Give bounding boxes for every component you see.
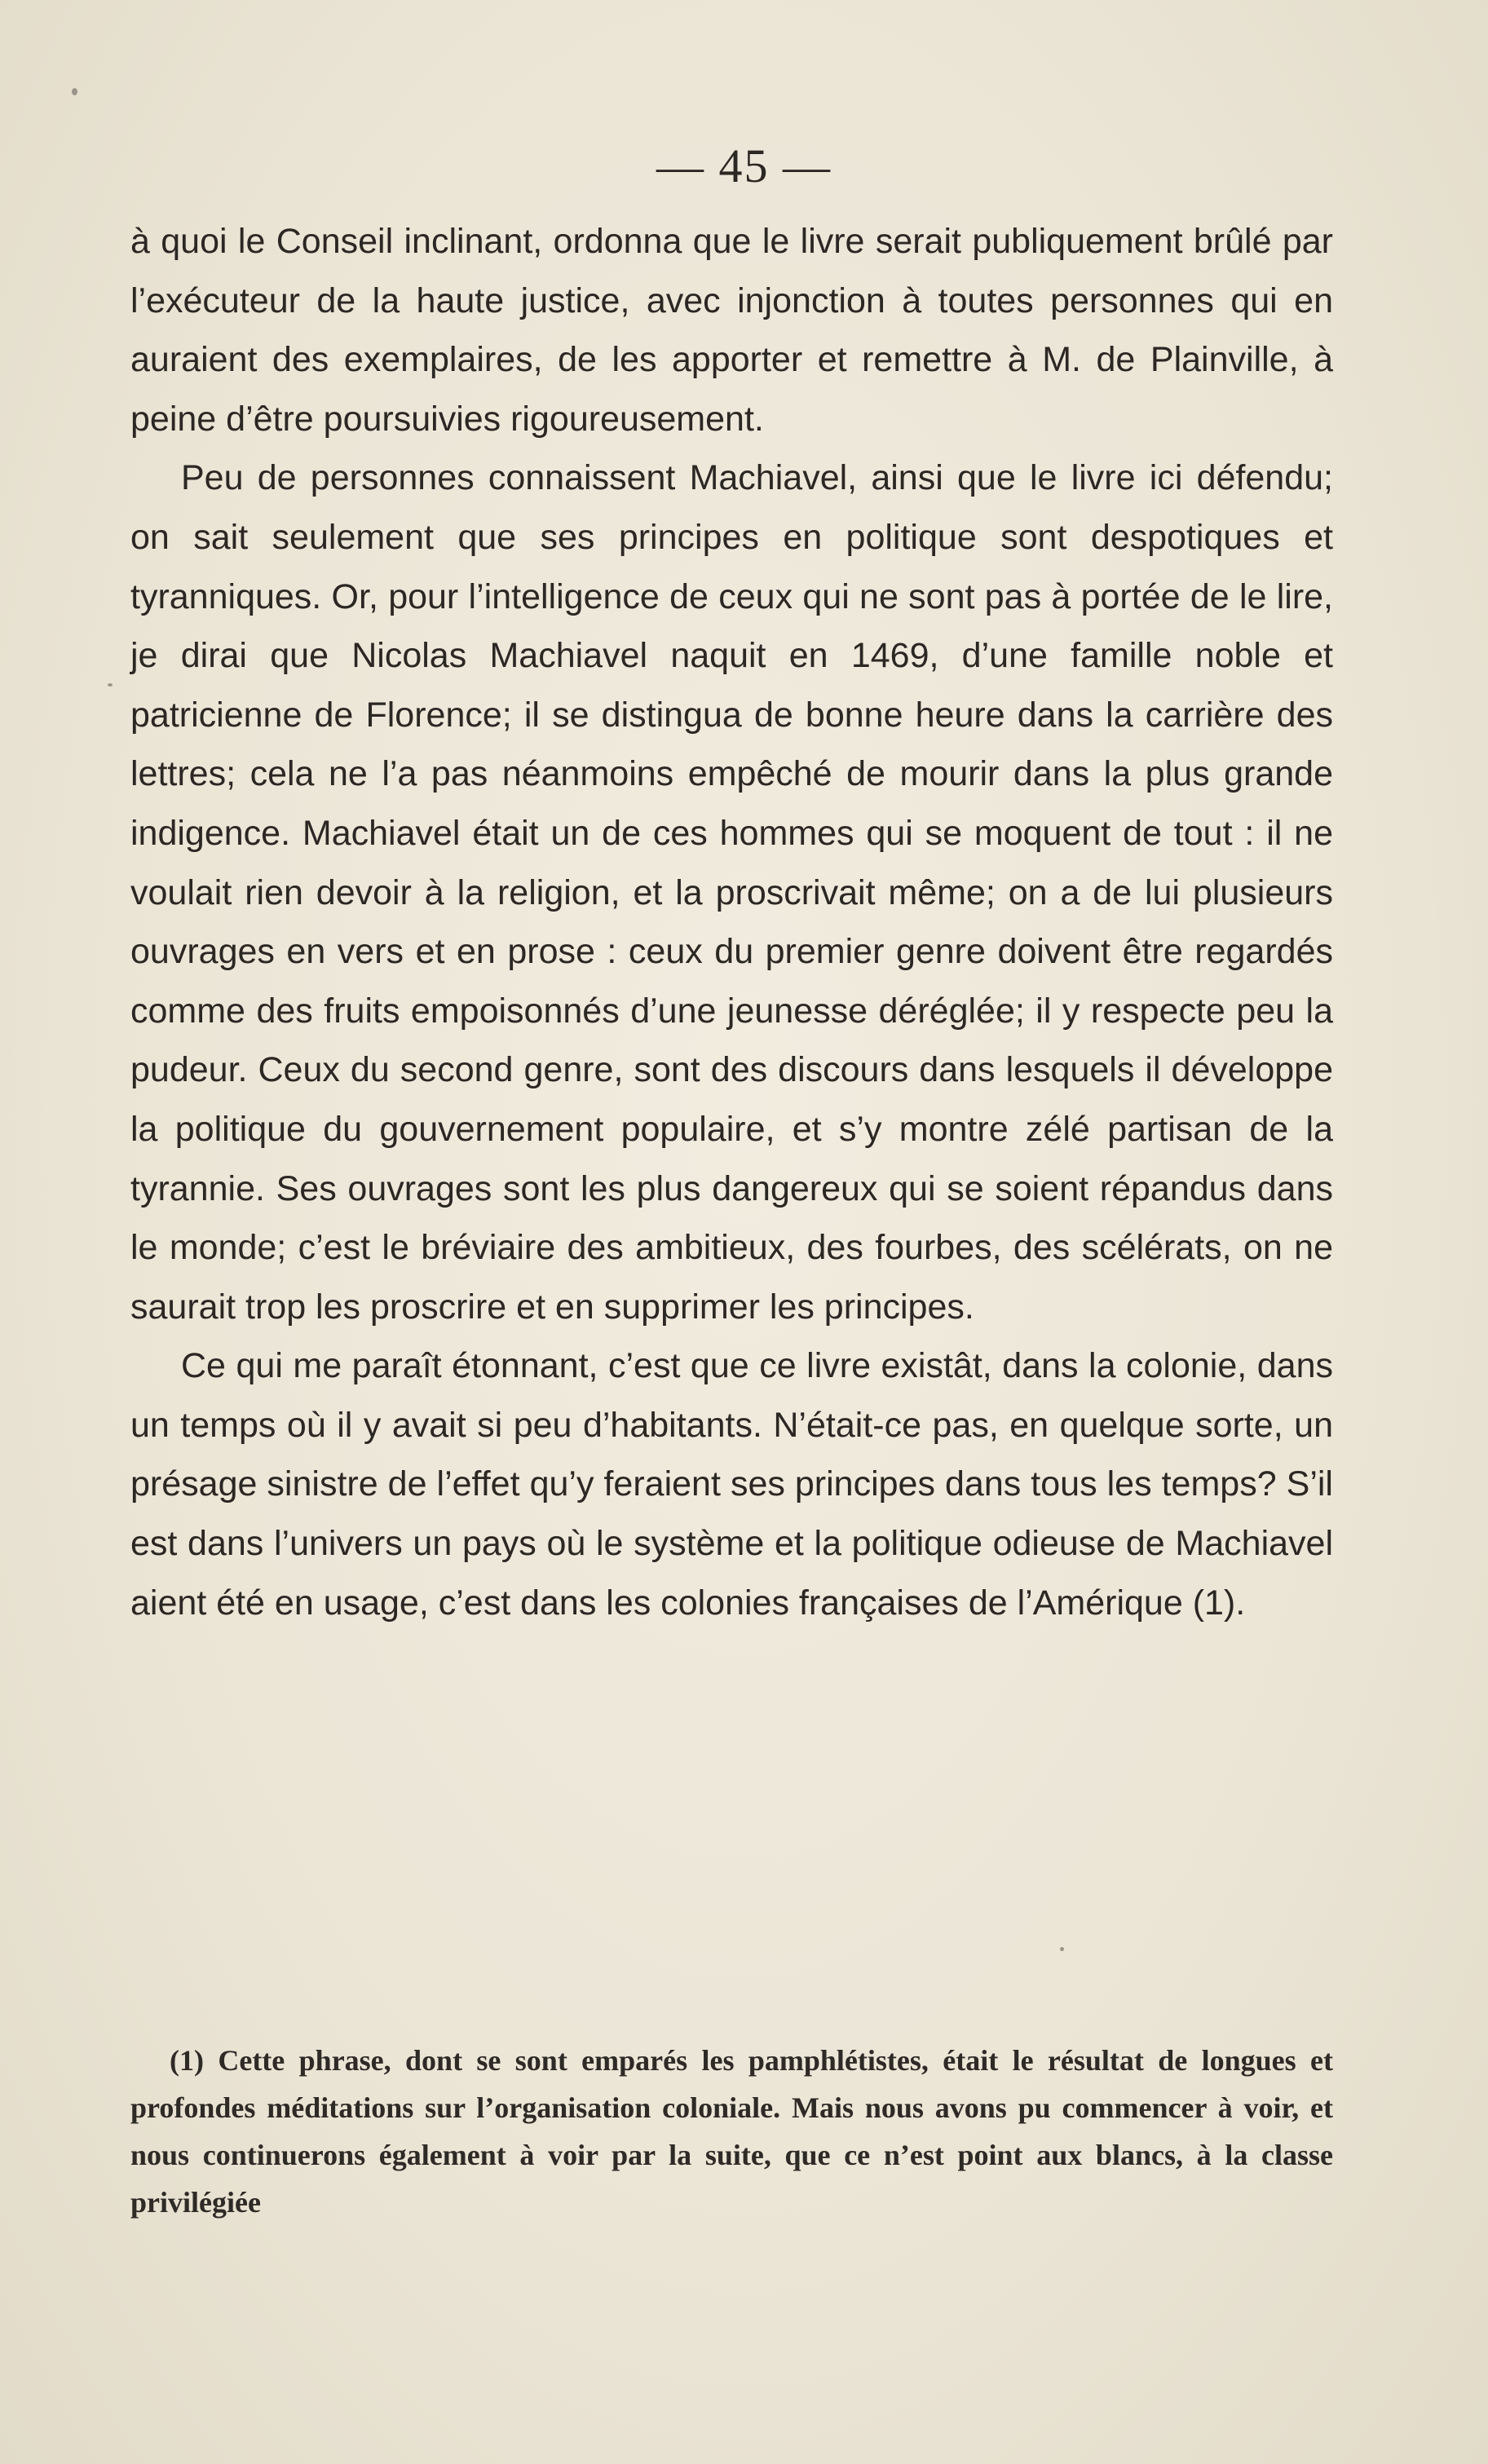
paper-speck: [72, 88, 77, 95]
footnote: [130, 2037, 1333, 2226]
paper-speck: [108, 683, 113, 687]
page-number: — 45 —: [656, 139, 832, 192]
paper-speck: [1060, 1947, 1064, 1951]
paragraph-1: à quoi le Conseil inclinant, ordonna que le livre serait publiquement brûlé par l’exécuteur de la haute justice, avec injonction à toutes personnes qui en auraient des exemplaires, de les apporter et remettre à M. de Plainville, à peine d’être poursuivies rigoureusement.: [130, 222, 1333, 439]
paragraph-2: Peu de personnes connaissent Machiavel, ainsi que le livre ici défendu; on sait seulement que ses principes en politique sont despotiques et tyranniques. Or, pour l’intelligence de ceux qui ne sont pas à portée de le lire, je dirai que Nicolas Machiavel naquit en 1469, d’une famille noble et patricienne de Florence; il se distingua de bonne heure dans la carrière des lettres; cela ne l’a pas néanmoins empêché de mourir dans la plus grande indigence. Machiavel était un de ces hommes qui se moquent de tout : il ne voulait rien devoir à la religion, et la proscrivait même; on a de lui plusieurs ouvrages en vers et en prose : ceux du premier genre doivent être regardés comme des fruits empoisonnés d’une jeunesse déréglée; il y respecte peu la pudeur. Ceux du second genre, sont des discours dans lesquels il développe la politique du gouvernement populaire, et s’y montre zélé partisan de la tyrannie. Ses ouvrages sont les plus dangereux qui se soient répandus dans le monde; c’est le bréviaire des ambitieux, des fourbes, des scélérats, on ne saurait trop les proscrire et en supprimer les principes.: [130, 458, 1333, 1327]
main-text: [130, 212, 1333, 1632]
paragraph-3: Ce qui me paraît étonnant, c’est que ce livre existât, dans la colonie, dans un temps où il y avait si peu d’habitants. N’était-ce pas, en quelque sorte, un présage sinistre de l’effet qu’y feraient ses principes dans tous les temps? S’il est dans l’univers un pays où le système et la politique odieuse de Machiavel aient été en usage, c’est dans les colonies françaises de l’Amérique (1).: [130, 1346, 1333, 1623]
footnote-text: (1) Cette phrase, dont se sont emparés les pamphlétistes, était le résultat de longues et profondes méditations sur l’organisation coloniale. Mais nous avons pu commencer à voir, et nous continuerons également à voir par la suite, que ce n’est point aux blancs, à la classe privilégiée: [130, 2044, 1333, 2219]
